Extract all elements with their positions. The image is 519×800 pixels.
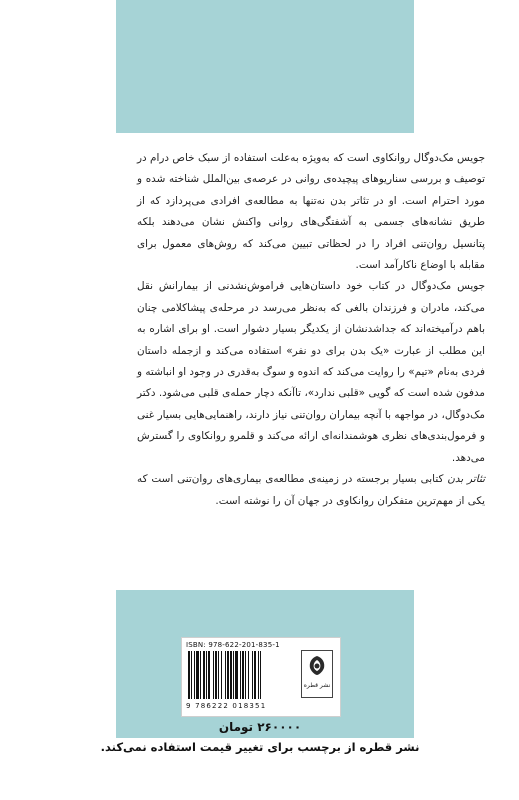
price-sticker-note: نشر قطره از برچسب برای تغییر قیمت استفاده نمی‌کند.: [100, 740, 420, 754]
blurb-text: [137, 148, 485, 512]
blurb-paragraph-2: جویس مک‌دوگال در کتاب خود داستان‌هایی فراموش‌نشدنی از بیمارانش نقل می‌کند، مادران و فرزندان بالغی که به‌نظر می‌رسد در مرحله‌ی پیشاکلامی چنان باهم درآمیخته‌اند که جداشدنشان از یکدیگر بسیار دشوار است. او برای اشاره به این مطلب از عبارت «یک بدن برای دو نفر» استفاده می‌کند و ازجمله داستان فردی به‌نام «تیم» را روایت می‌کند که اندوه و سوگ به‌قدری در وجود او انباشته و مدفون شده است که گویی «قلبی ندارد»، تاآنکه دچار حمله‌ی قلبی می‌شود. دکتر مک‌دوگال، در مواجهه با آنچه بیماران روان‌تنی نیاز دارند، راهنمایی‌هایی بسیار غنی و فرمول‌بندی‌های نظری هوشمندانه‌ای ارائه می‌کند و قلمرو روانکاوی را گسترش می‌دهد.: [137, 280, 485, 464]
publisher-name: نشر قطره: [303, 682, 331, 689]
barcode-digits: 9 786222 018351: [186, 702, 267, 710]
blurb-paragraph-3-rest: کتابی بسیار برجسته در زمینه‌ی مطالعه‌ی بیماری‌های روان‌تنی است که یکی از مهم‌ترین متفکران روانکاوی در جهان آن را نوشته است.: [137, 473, 485, 507]
blurb-paragraph-3: [137, 469, 485, 512]
isbn-label: ISBN: 978-622-201-835-1: [186, 641, 280, 649]
publisher-logo: [301, 650, 333, 698]
publisher-logo-icon: [302, 651, 332, 681]
barcode-icon: [186, 651, 298, 701]
book-title-italic: تئاتر بدن: [447, 473, 485, 486]
price-label: ۲۶۰۰۰۰ تومان: [218, 720, 302, 734]
blurb-paragraph-1: جویس مک‌دوگال روانکاوی است که به‌ویژه به‌علت استفاده از سبک خاص درام در توصیف و بررسی سناریوهای پیچیده‌ی روانی در عرصه‌ی بین‌الملل شناخته شده و مورد احترام است. او در تئاتر بدن نه‌تنها به مطالعه‌ی افرادی می‌پردازد که از طریق نشانه‌های جسمی به آشفتگی‌های روانی واکنش نشان می‌دهند بلکه پتانسیل روان‌تنی افراد را در لحظاتی تبیین می‌کند که روش‌های معمول برای مقابله با اوضاع ناکارآمد است.: [137, 152, 485, 272]
